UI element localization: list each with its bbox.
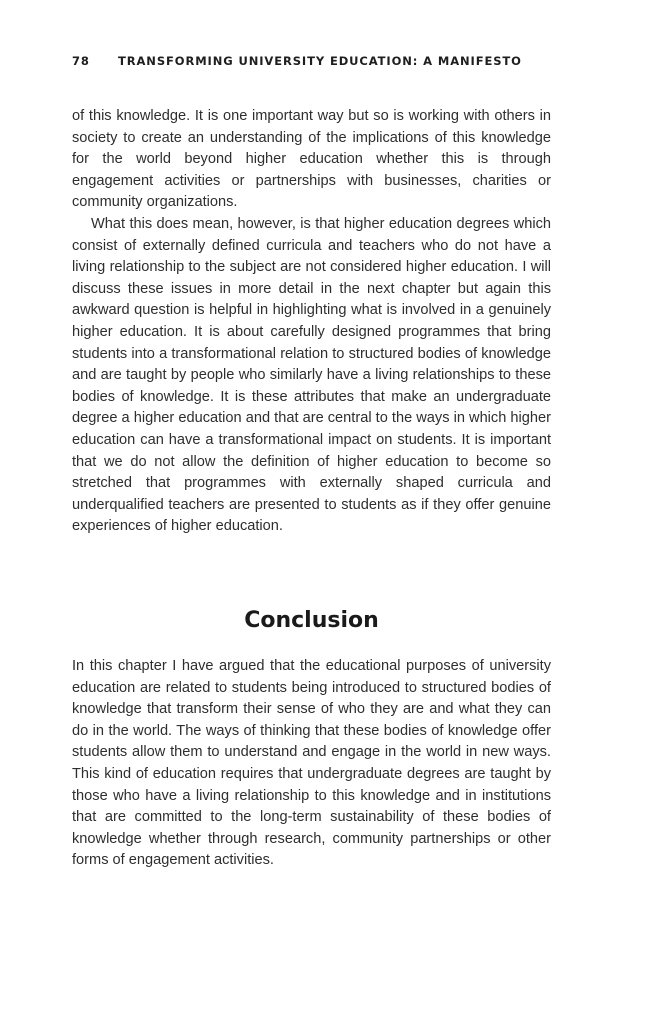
page-number: 78 [72,54,90,68]
paragraph: What this does mean, however, is that higher education degrees which consist of externally defined curricula and teachers who do not have a living relationship to the subject are not considered higher education. I will discuss these issues in more detail in the next chapter but again this awkward question is helpful in highlighting what is involved in a genuinely higher education. It is about carefully designed programmes that bring students into a transformational relation to structured bodies of knowledge and are taught by people who similarly have a living relationships to these bodies of knowledge. It is these attributes that make an undergraduate degree a higher education and that are central to the ways in which higher education can have a transformational impact on students. It is important that we do not allow the definition of higher education to become so stretched that programmes with externally shaped curricula and underqualified teachers are presented to students as if they offer genuine experiences of higher education. [72,215,551,535]
running-header [72,54,551,68]
section-heading: Conclusion [244,608,379,633]
body-text-block [72,106,551,538]
conclusion-paragraph: In this chapter I have argued that the educational purposes of university education are related to students being introduced to structured bodies of knowledge that transform their sense of who they are and what they can do in the world. The ways of thinking that these bodies of knowledge offer students allow them to understand and engage in the world in new ways. This kind of education requires that undergraduate degrees are taught by those who have a living relationship to this knowledge and in institutions that are committed to the long-term sustainability of these bodies of knowledge whether through research, community partnerships or other forms of engagement activities. [72,658,551,869]
paragraph-continued: of this knowledge. It is one important way but so is working with others in society to create an understanding of the implications of this knowledge for the world beyond higher education whether this is through engagement activities or partnerships with businesses, charities or community organizations. [72,108,551,211]
running-title: TRANSFORMING UNIVERSITY EDUCATION: A MANIFESTO [118,54,522,68]
conclusion-text-block [72,656,551,872]
